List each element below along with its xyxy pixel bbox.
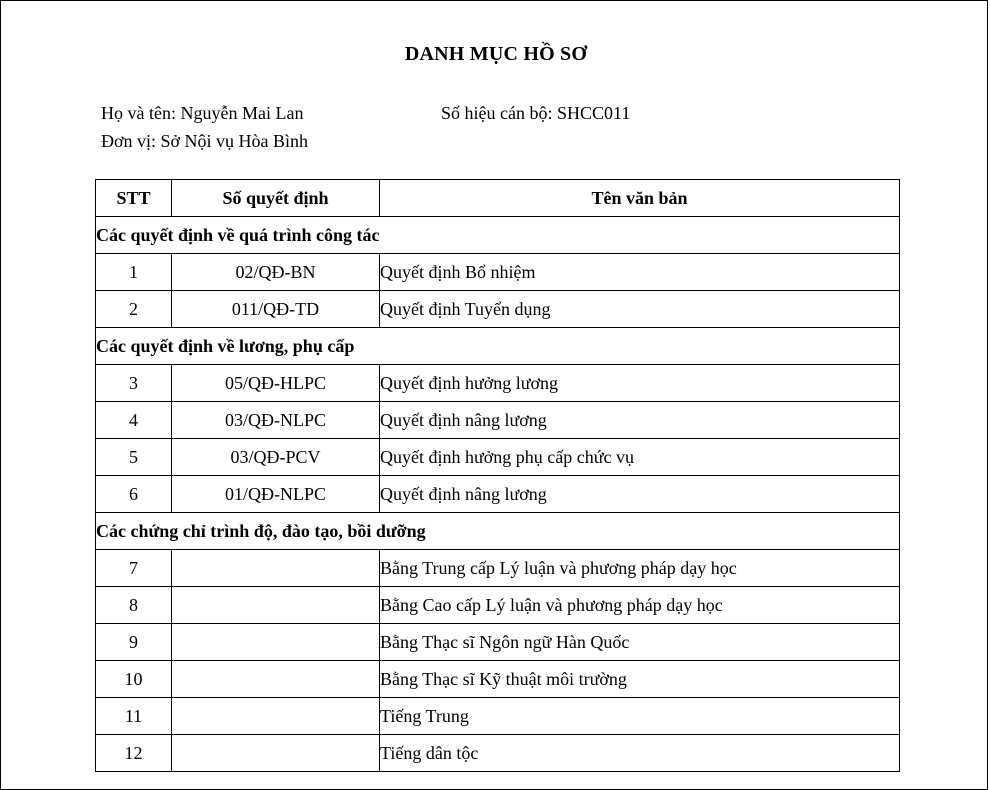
row-document-name: Quyết định nâng lương: [380, 402, 900, 439]
row-document-name: Quyết định Tuyển dụng: [380, 291, 900, 328]
section-title: Các quyết định về lương, phụ cấp: [96, 328, 900, 365]
table-row: [96, 624, 900, 661]
section-row: [96, 217, 900, 254]
row-stt: 1: [96, 254, 172, 291]
row-decision-no: 03/QĐ-PCV: [172, 439, 380, 476]
row-document-name: Quyết định hưởng phụ cấp chức vụ: [380, 439, 900, 476]
unit-value: Sở Nội vụ Hòa Bình: [160, 131, 309, 151]
row-stt: 12: [96, 735, 172, 772]
row-stt: 2: [96, 291, 172, 328]
row-decision-no: 02/QĐ-BN: [172, 254, 380, 291]
row-document-name: Bằng Trung cấp Lý luận và phương pháp dạy học: [380, 550, 900, 587]
unit-label: Đơn vị:: [101, 131, 157, 151]
row-document-name: Tiếng Trung: [380, 698, 900, 735]
row-document-name: Bằng Cao cấp Lý luận và phương pháp dạy học: [380, 587, 900, 624]
table-row: [96, 254, 900, 291]
row-decision-no: [172, 587, 380, 624]
row-stt: 9: [96, 624, 172, 661]
row-decision-no: 01/QĐ-NLPC: [172, 476, 380, 513]
row-decision-no: 011/QĐ-TD: [172, 291, 380, 328]
records-table: [95, 179, 900, 772]
row-stt: 11: [96, 698, 172, 735]
row-document-name: Tiếng dân tộc: [380, 735, 900, 772]
employee-unit: [101, 131, 308, 151]
table-row: [96, 587, 900, 624]
row-decision-no: [172, 735, 380, 772]
table-row: [96, 402, 900, 439]
section-row: [96, 328, 900, 365]
row-stt: 4: [96, 402, 172, 439]
table-row: [96, 439, 900, 476]
staff-id: [441, 103, 630, 123]
row-decision-no: [172, 661, 380, 698]
row-decision-no: 05/QĐ-HLPC: [172, 365, 380, 402]
table-row: [96, 365, 900, 402]
header-document-name: Tên văn bản: [380, 180, 900, 217]
table-row: [96, 735, 900, 772]
table-row: [96, 550, 900, 587]
row-document-name: Quyết định Bổ nhiệm: [380, 254, 900, 291]
section-title: Các quyết định về quá trình công tác: [96, 217, 900, 254]
table-row: [96, 291, 900, 328]
section-row: [96, 513, 900, 550]
row-stt: 10: [96, 661, 172, 698]
table-row: [96, 698, 900, 735]
employee-name: [101, 103, 303, 123]
row-document-name: Quyết định nâng lương: [380, 476, 900, 513]
name-value: Nguyễn Mai Lan: [180, 103, 304, 123]
table-header-row: [96, 180, 900, 217]
row-stt: 8: [96, 587, 172, 624]
row-document-name: Bằng Thạc sĩ Ngôn ngữ Hàn Quốc: [380, 624, 900, 661]
row-stt: 7: [96, 550, 172, 587]
section-title: Các chứng chỉ trình độ, đào tạo, bồi dưỡng: [96, 513, 900, 550]
row-stt: 5: [96, 439, 172, 476]
row-decision-no: [172, 624, 380, 661]
document-title: DANH MỤC HỒ SƠ: [404, 43, 588, 65]
row-decision-no: [172, 550, 380, 587]
row-stt: 6: [96, 476, 172, 513]
row-document-name: Quyết định hưởng lương: [380, 365, 900, 402]
row-stt: 3: [96, 365, 172, 402]
row-document-name: Bằng Thạc sĩ Kỹ thuật môi trường: [380, 661, 900, 698]
row-decision-no: [172, 698, 380, 735]
header-decision-no: Số quyết định: [172, 180, 380, 217]
row-decision-no: 03/QĐ-NLPC: [172, 402, 380, 439]
table-row: [96, 661, 900, 698]
name-label: Họ và tên:: [101, 103, 176, 123]
header-stt: STT: [96, 180, 172, 217]
table-row: [96, 476, 900, 513]
staff-id-value: SHCC011: [556, 103, 631, 123]
staff-id-label: Số hiệu cán bộ:: [441, 103, 553, 123]
